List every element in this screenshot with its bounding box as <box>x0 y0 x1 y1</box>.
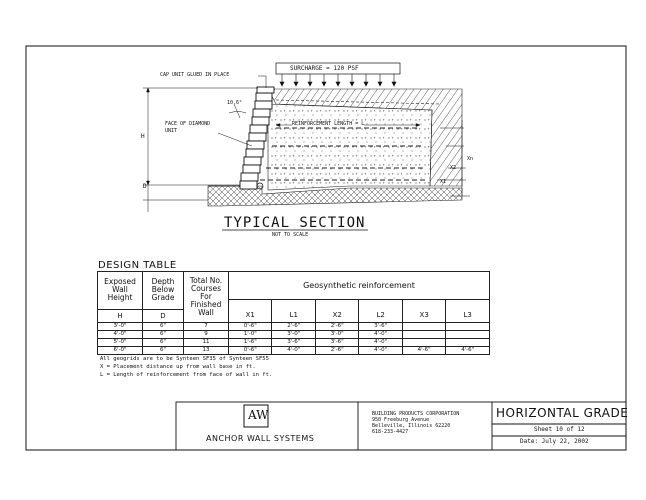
cap-leader <box>258 76 266 88</box>
wall-units <box>240 93 272 189</box>
dim-x1-label: X1 <box>440 179 447 185</box>
cell-l3 <box>446 330 490 338</box>
note-x-definition: X = Placement distance up from wall base in ft. <box>100 364 256 370</box>
cell-x1: 1'-6" <box>229 338 272 346</box>
cell-height: 6'-0" <box>98 346 143 354</box>
cell-x2: 2'-6" <box>315 322 358 330</box>
corp-line-1: BUILDING PRODUCTS CORPORATION <box>372 411 460 417</box>
symbol-l1: L1 <box>272 309 315 322</box>
corp-line-2: 950 Freeburg Avenue <box>372 417 430 423</box>
cell-l3: 4'-6" <box>446 346 490 354</box>
cell-depth: 6" <box>143 338 184 346</box>
header-total-courses: Total No. Courses For Finished Wall <box>184 272 229 323</box>
company-name: ANCHOR WALL SYSTEMS <box>206 434 315 443</box>
corp-line-4: 618-233-4427 <box>372 429 409 435</box>
cell-depth: 6" <box>143 346 184 354</box>
header-spacer <box>229 300 272 310</box>
cell-depth: 6" <box>143 322 184 330</box>
cell-height: 5'-0" <box>98 338 143 346</box>
cell-courses: 7 <box>184 322 229 330</box>
table-row <box>98 346 490 354</box>
symbol-h: H <box>98 309 143 322</box>
design-table <box>97 271 490 355</box>
cell-l1: 2'-6" <box>272 322 315 330</box>
cell-courses: 9 <box>184 330 229 338</box>
cell-l1: 3'-6" <box>272 338 315 346</box>
cell-x3 <box>402 338 445 346</box>
cell-height: 3'-0" <box>98 322 143 330</box>
cell-l2: 3'-6" <box>359 322 402 330</box>
dim-d <box>143 185 208 212</box>
surcharge-label: SURCHARGE = 120 PSF <box>290 65 359 72</box>
cell-x3: 4'-6" <box>402 346 445 354</box>
dim-xn-label: Xn <box>467 156 474 162</box>
header-geosynthetic: Geosynthetic reinforcement <box>229 272 490 300</box>
symbol-x3: X3 <box>402 309 445 322</box>
drawing-date: Date: July 22, 2002 <box>520 438 589 445</box>
cell-l2: 4'-0" <box>359 338 402 346</box>
header-depth-below-grade: Depth Below Grade <box>143 272 184 310</box>
cell-x2: 3'-0" <box>315 330 358 338</box>
cell-depth: 6" <box>143 330 184 338</box>
face-leader <box>218 133 252 146</box>
dim-x2-label: X2 <box>450 165 457 171</box>
cell-x3 <box>402 322 445 330</box>
corp-line-3: Belleville, Illinois 62220 <box>372 423 451 429</box>
cell-courses: 11 <box>184 338 229 346</box>
table-row <box>98 322 490 330</box>
cell-x3 <box>402 330 445 338</box>
reinforced-zone <box>268 104 432 190</box>
symbol-x2: X2 <box>315 309 358 322</box>
table-row <box>98 330 490 338</box>
drawing-title: HORIZONTAL GRADE <box>496 406 629 420</box>
cell-x1: 1'-0" <box>229 330 272 338</box>
cell-l1: 4'-0" <box>272 346 315 354</box>
cell-courses: 13 <box>184 346 229 354</box>
logo-text: AW <box>248 408 269 422</box>
dim-d-label: D <box>143 183 147 190</box>
cell-x2: 3'-6" <box>315 338 358 346</box>
reinforcement-length-label: REINFORCEMENT LENGTH = L <box>292 121 365 127</box>
note-l-definition: L = Length of reinforcement from face of wall in ft. <box>100 372 273 378</box>
cell-x2: 2'-6" <box>315 346 358 354</box>
cell-x1: 0'-6" <box>229 346 272 354</box>
symbol-d: D <box>143 309 184 322</box>
batter-angle <box>229 104 246 118</box>
symbol-l3: L3 <box>446 309 490 322</box>
symbol-x1: X1 <box>229 309 272 322</box>
cell-l2: 4'-0" <box>359 330 402 338</box>
table-row <box>98 338 490 346</box>
cell-l2: 4'-0" <box>359 346 402 354</box>
header-exposed-wall-height: Exposed Wall Height <box>98 272 143 310</box>
symbol-l2: L2 <box>359 309 402 322</box>
cap-unit-label: CAP UNIT GLUED IN PLACE <box>160 72 230 78</box>
section-title: TYPICAL SECTION <box>224 215 366 231</box>
cell-l3 <box>446 338 490 346</box>
sheet-number: Sheet 10 of 12 <box>534 426 585 433</box>
batter-angle-label: 10.6° <box>227 100 243 106</box>
surcharge-arrows <box>280 74 396 86</box>
note-geogrids: All geogrids are to be Synteen SF35 of Synteen SF55 <box>100 356 269 362</box>
cell-l1: 3'-0" <box>272 330 315 338</box>
cell-l3 <box>446 322 490 330</box>
face-unit-label-2: UNIT <box>165 128 178 134</box>
cell-x1: 0'-6" <box>229 322 272 330</box>
face-unit-label-1: FACE OF DIAMOND <box>165 121 211 127</box>
design-table-title: DESIGN TABLE <box>98 260 177 271</box>
cell-height: 4'-0" <box>98 330 143 338</box>
cap-unit <box>257 87 274 93</box>
dim-h-label: H <box>141 133 145 140</box>
section-subtitle: NOT TO SCALE <box>272 232 309 238</box>
